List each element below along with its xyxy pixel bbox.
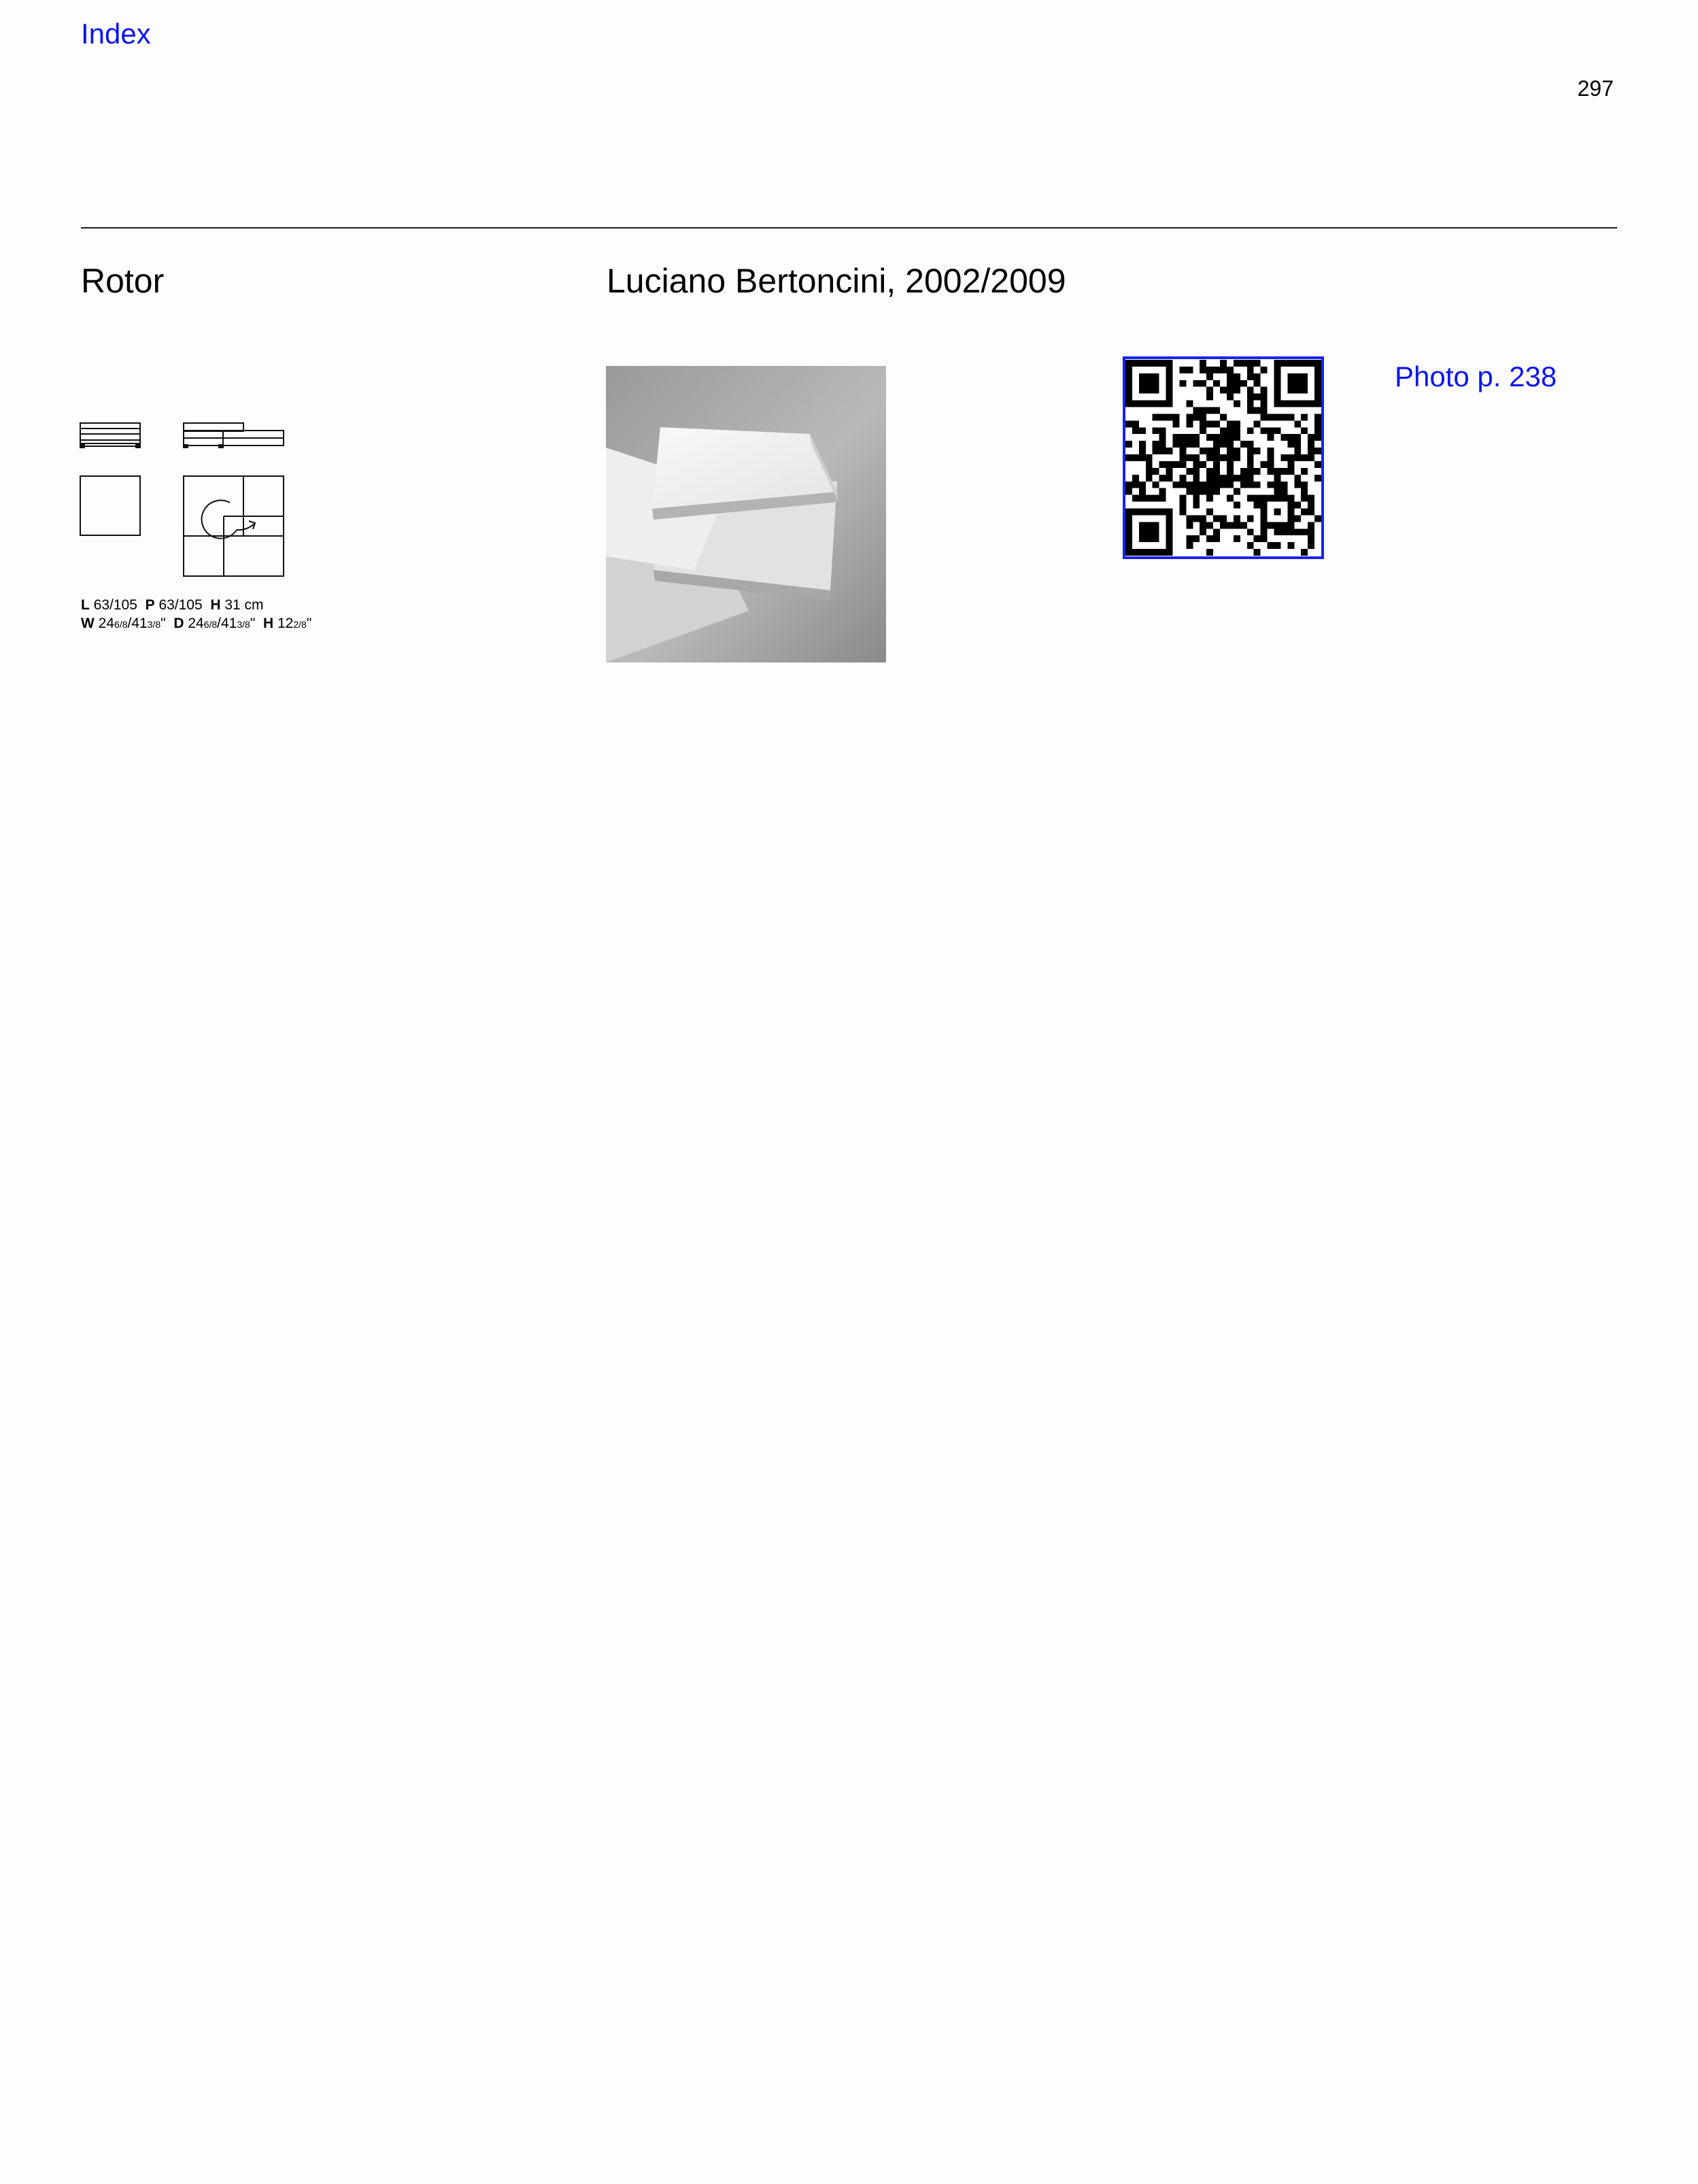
dimensions-imperial-line: W 246/8/413/8" D 246/8/413/8" H 122/8": [81, 616, 312, 631]
technical-drawings: [79, 418, 290, 577]
page-number: 297: [1577, 76, 1614, 101]
product-photo: [606, 366, 886, 662]
elevation-rotated-drawing: [184, 423, 284, 448]
dimensions-block: [81, 596, 311, 634]
divider-rule: [81, 227, 1617, 229]
designer-credit: Luciano Bertoncini, 2002/2009: [607, 262, 1066, 300]
elevation-single-drawing: [80, 423, 140, 448]
photo-page-link[interactable]: Photo p. 238: [1395, 360, 1557, 392]
product-name: Rotor: [81, 262, 165, 300]
plan-rotated-drawing: [184, 476, 284, 576]
index-link[interactable]: Index: [81, 18, 151, 50]
plan-single-drawing: [80, 476, 140, 535]
dimensions-metric-line: L 63/105 P 63/105 H 31 cm: [81, 597, 264, 613]
qr-code-link[interactable]: [1123, 356, 1324, 559]
qr-code-icon: [1125, 359, 1321, 556]
